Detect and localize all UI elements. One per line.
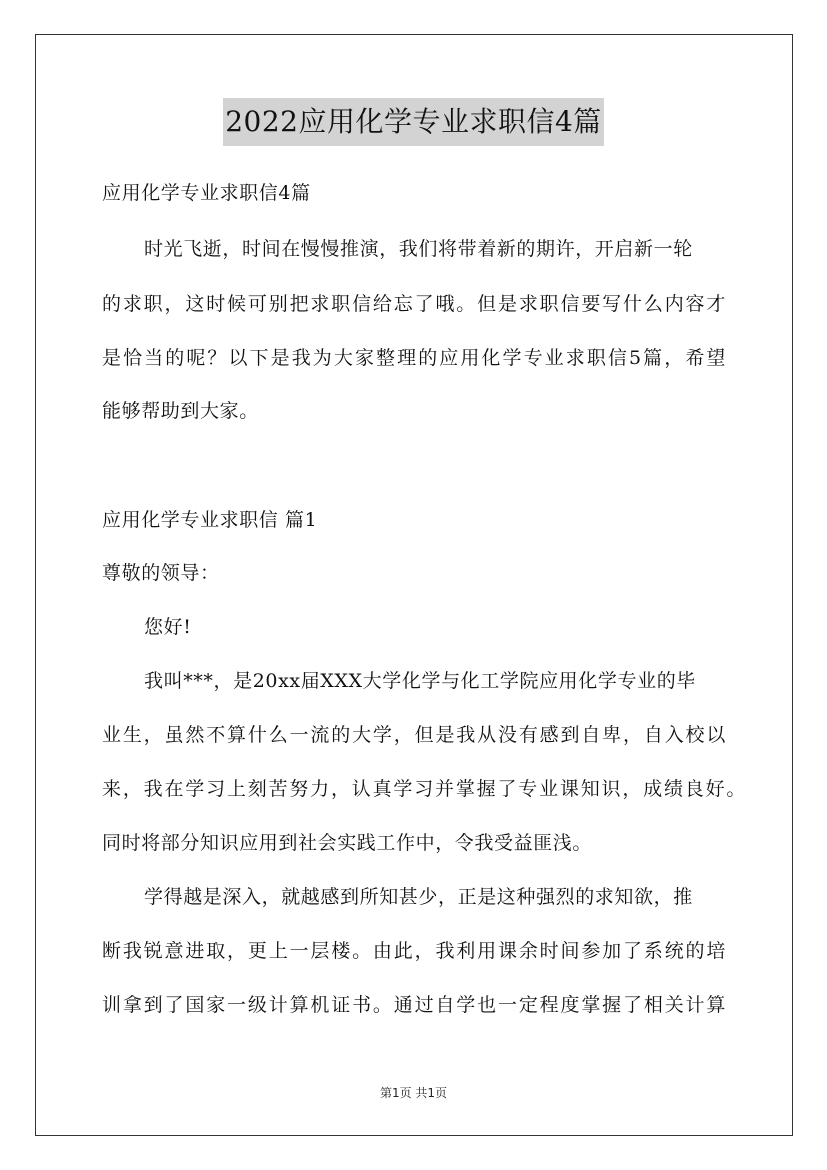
paragraph-line: 训拿到了国家一级计算机证书。通过自学也一定程度掌握了相关计算 <box>102 994 726 1016</box>
title-container <box>0 98 827 146</box>
document-title: 2022应用化学专业求职信4篇 <box>223 98 604 146</box>
intro-line: 能够帮助到大家。 <box>102 400 259 422</box>
intro-line: 的求职，这时候可别把求职信给忘了哦。但是求职信要写什么内容才 <box>102 293 726 315</box>
paragraph-line: 同时将部分知识应用到社会实践工作中，令我受益匪浅。 <box>102 832 593 854</box>
paragraph-line: 学得越是深入，就越感到所知甚少，正是这种强烈的求知欲，推 <box>144 886 693 908</box>
paragraph-line: 来，我在学习上刻苦努力，认真学习并掌握了专业课知识，成绩良好。 <box>102 778 746 800</box>
section-heading: 应用化学专业求职信 篇1 <box>102 509 318 531</box>
page-number-footer: 第1页 共1页 <box>379 1086 448 1100</box>
intro-line: 时光飞逝，时间在慢慢推演，我们将带着新的期许，开启新一轮 <box>144 238 693 260</box>
paragraph-line: 业生，虽然不算什么一流的大学，但是我从没有感到自卑，自入校以 <box>102 724 726 746</box>
salutation: 尊敬的领导： <box>102 562 220 584</box>
paragraph-line: 断我锐意进取，更上一层楼。由此，我利用课余时间参加了系统的培 <box>102 940 726 962</box>
paragraph-line: 我叫***，是20xx届XXX大学化学与化工学院应用化学专业的毕 <box>144 670 696 692</box>
greeting: 您好! <box>144 616 192 638</box>
document-subtitle: 应用化学专业求职信4篇 <box>102 182 311 204</box>
intro-line: 是恰当的呢？以下是我为大家整理的应用化学专业求职信5篇，希望 <box>102 347 726 369</box>
